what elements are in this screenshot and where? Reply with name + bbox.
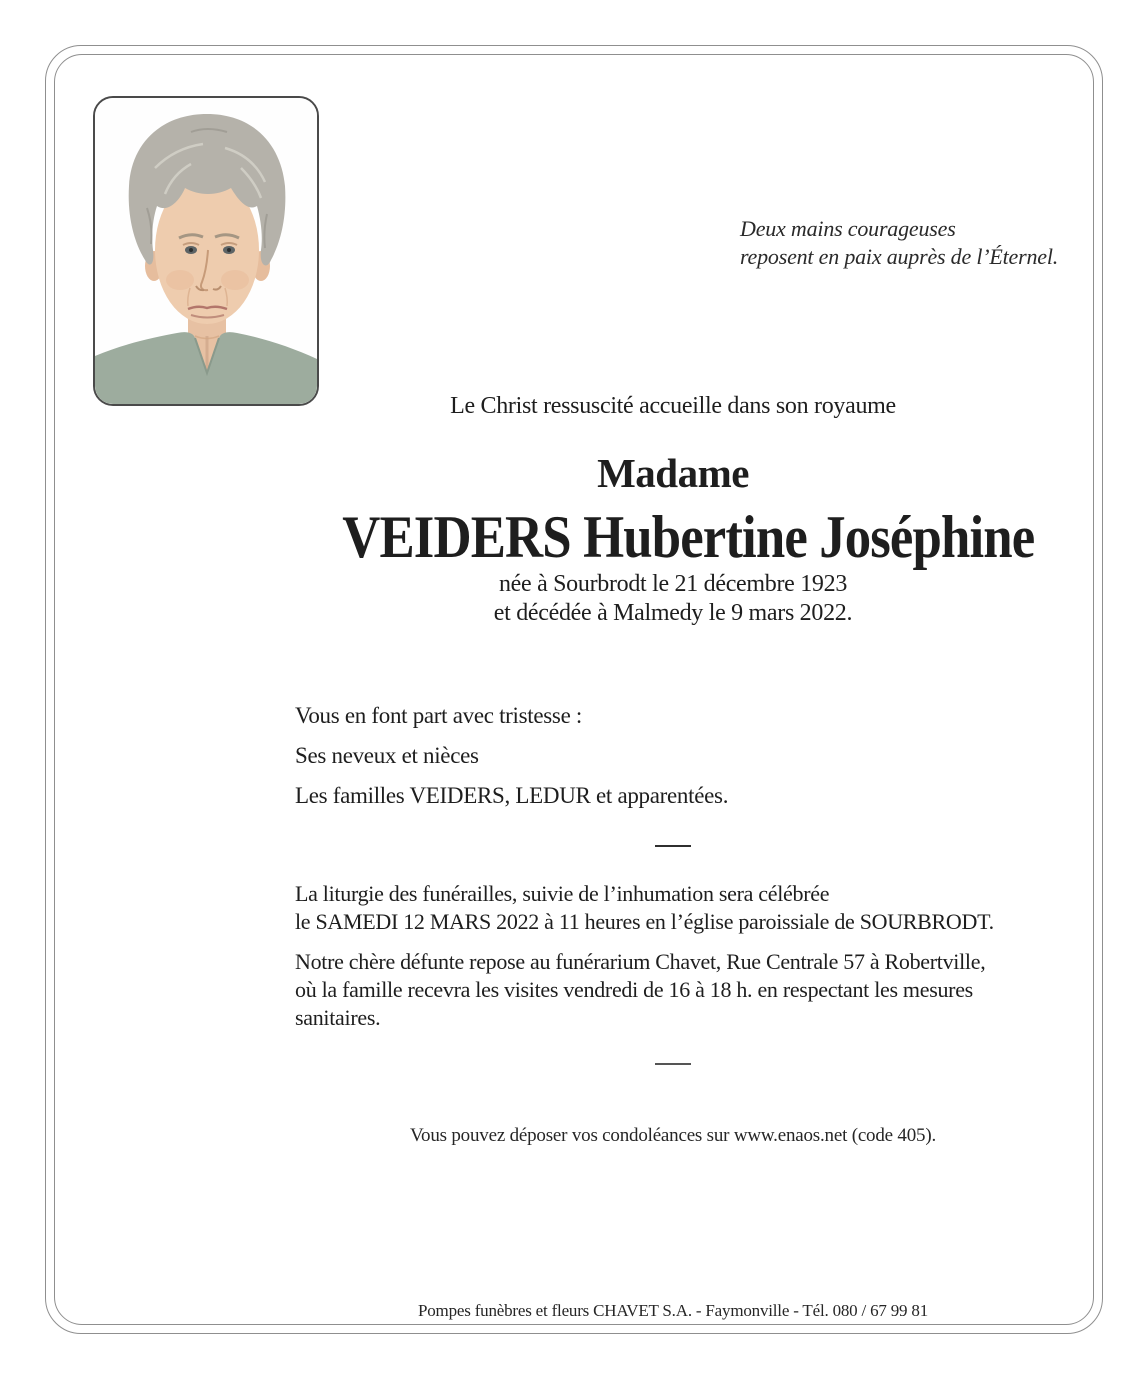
announcement-line-1: Vous en font part avec tristesse :: [295, 703, 583, 728]
portrait-illustration: [95, 98, 317, 404]
ceremony-block: [295, 880, 994, 936]
repose-line-1: Notre chère défunte repose au funérarium Chavet, Rue Centrale 57 à Robertville,: [295, 949, 986, 974]
deceased-name-text: VEIDERS Hubertine Joséphine: [342, 504, 1035, 570]
repose-line-2: où la famille recevra les visites vendredi de 16 à 18 h. en respectant les mesures: [295, 977, 973, 1002]
announcement-line-2: Ses neveux et nièces: [295, 743, 479, 768]
ceremony-line-2: le SAMEDI 12 MARS 2022 à 11 heures en l’église paroissiale de SOURBRODT.: [295, 909, 994, 934]
death-line: et décédée à Malmedy le 9 mars 2022.: [493, 600, 853, 626]
deceased-name: [295, 503, 1051, 572]
birth-death-block: [295, 570, 1051, 628]
epitaph-line-1: Deux mains courageuses: [740, 216, 956, 241]
epitaph-line-2: reposent en paix auprès de l’Éternel.: [740, 244, 1059, 269]
condolences-line: Vous pouvez déposer vos condoléances sur www.enaos.net (code 405).: [409, 1125, 937, 1146]
repose-line-3: sanitaires.: [295, 1005, 381, 1030]
divider: [655, 1063, 691, 1065]
repose-block: [295, 948, 985, 1032]
funeral-home-footer: Pompes funèbres et fleurs CHAVET S.A. - Faymonville - Tél. 080 / 67 99 81: [418, 1301, 928, 1320]
intro-line: Le Christ ressuscité accueille dans son royaume: [450, 393, 896, 419]
announcement-block: [295, 696, 728, 816]
epitaph-quote: [740, 215, 1058, 271]
divider: [655, 845, 691, 847]
announcement-line-3: Les familles VEIDERS, LEDUR et apparentées.: [295, 783, 729, 808]
ceremony-line-1: La liturgie des funérailles, suivie de l’inhumation sera célébrée: [295, 881, 830, 906]
birth-line: née à Sourbrodt le 21 décembre 1923: [498, 571, 848, 597]
honorific-title: Madame: [597, 450, 749, 496]
portrait-photo: [93, 96, 319, 406]
